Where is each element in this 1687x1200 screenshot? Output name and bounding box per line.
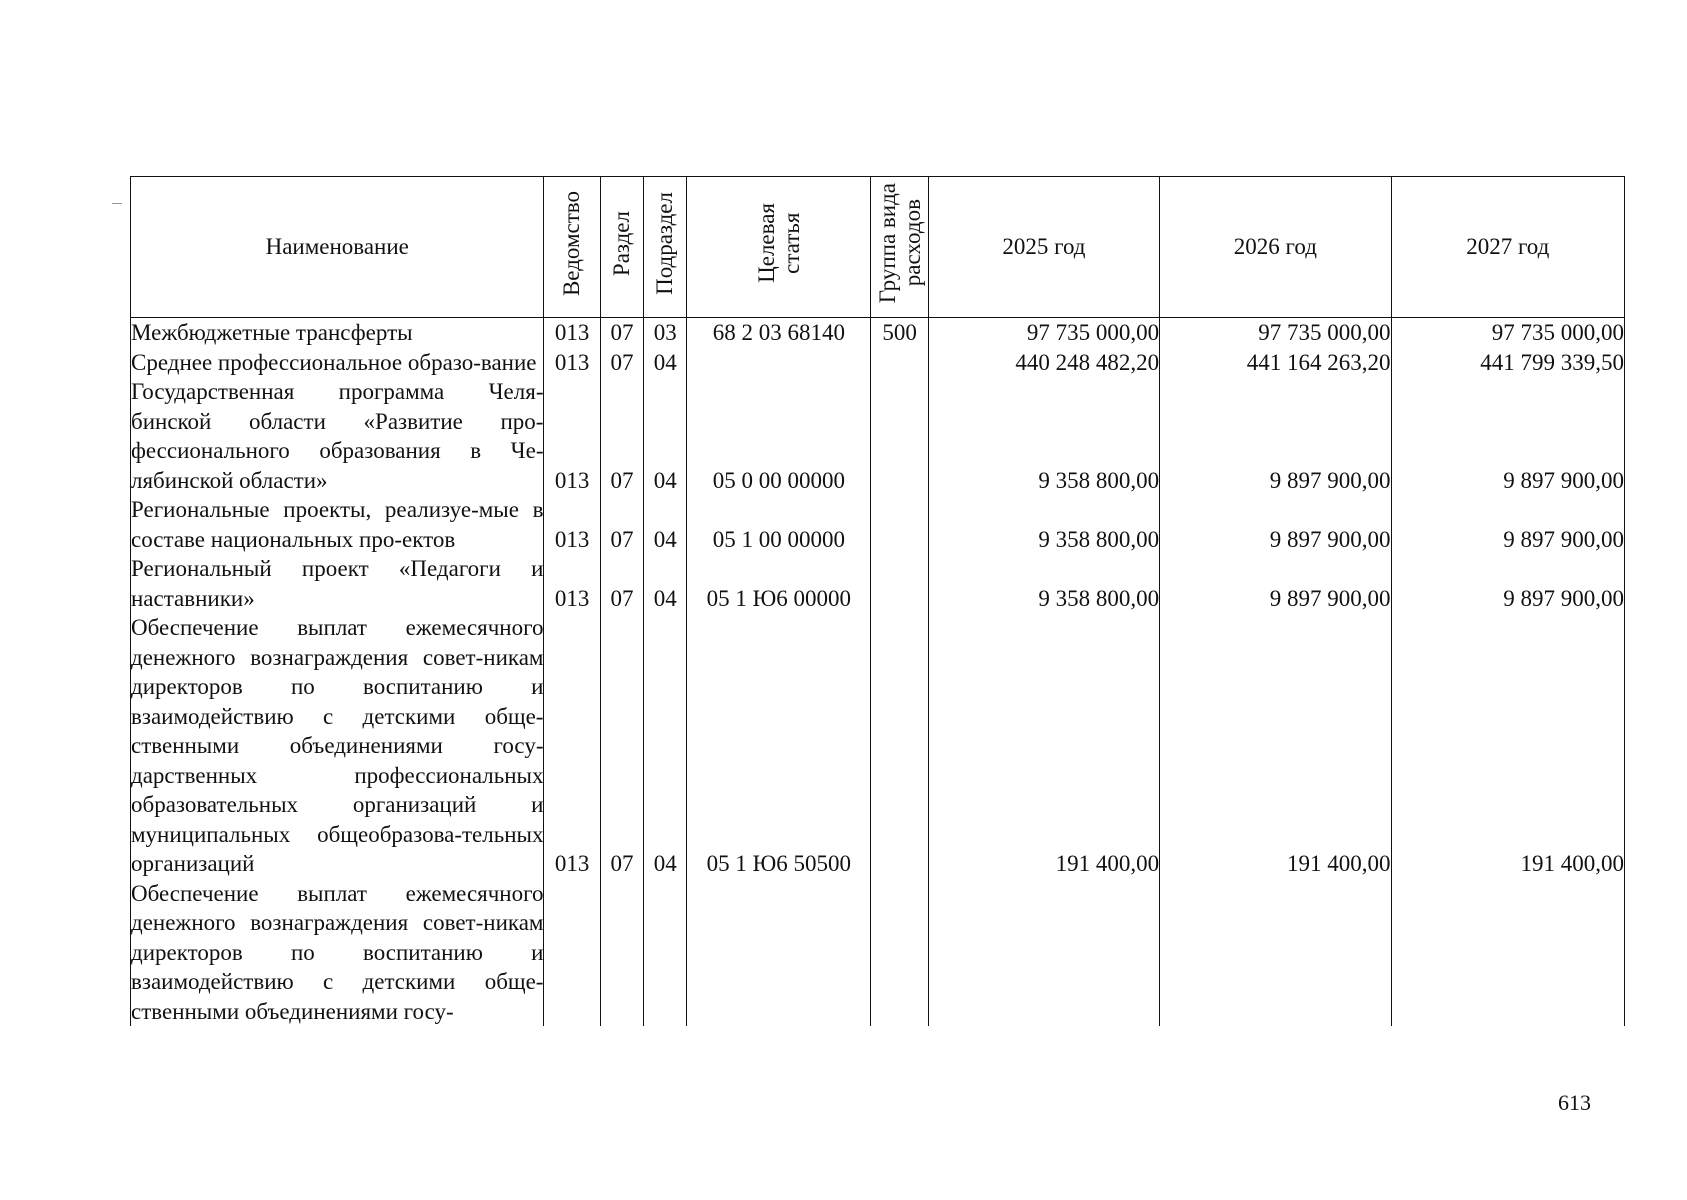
- cell-podrazdel: 04: [644, 348, 687, 378]
- cell-razdel: [600, 879, 643, 1027]
- table-body: [131, 318, 1625, 1027]
- cell-2026: 191 400,00: [1160, 613, 1391, 879]
- cell-2026: [1160, 879, 1391, 1027]
- cell-vedomstvo: 013: [544, 348, 600, 378]
- cell-gruppa: [871, 613, 928, 879]
- cell-podrazdel: 03: [644, 318, 687, 348]
- cell-2025: 440 248 482,20: [928, 348, 1159, 378]
- cell-celevaya-statya: 05 1 Ю6 00000: [687, 554, 871, 613]
- cell-name: Государственная программа Челя-бинской области «Развитие про-фессионального образования в Че-лябинской области»: [131, 377, 544, 495]
- header-razdel: Раздел: [600, 177, 643, 318]
- cell-razdel: 07: [600, 495, 643, 554]
- cell-2027: 9 897 900,00: [1391, 377, 1624, 495]
- table-row: [131, 554, 1625, 613]
- cell-2025: 9 358 800,00: [928, 554, 1159, 613]
- cell-podrazdel: 04: [644, 377, 687, 495]
- cell-2027: 9 897 900,00: [1391, 554, 1624, 613]
- cell-gruppa: [871, 377, 928, 495]
- cell-celevaya-statya: 05 1 Ю6 50500: [687, 613, 871, 879]
- cell-2026: 97 735 000,00: [1160, 318, 1391, 348]
- cell-2025: 9 358 800,00: [928, 377, 1159, 495]
- cell-2025: 97 735 000,00: [928, 318, 1159, 348]
- cell-razdel: 07: [600, 348, 643, 378]
- cell-gruppa: [871, 348, 928, 378]
- cell-razdel: 07: [600, 377, 643, 495]
- cell-podrazdel: 04: [644, 495, 687, 554]
- cell-celevaya-statya: 05 0 00 00000: [687, 377, 871, 495]
- cell-podrazdel: 04: [644, 613, 687, 879]
- cell-name: Межбюджетные трансферты: [131, 318, 544, 348]
- header-celevaya-statya: Целевая статья: [687, 177, 871, 318]
- cell-2026: 9 897 900,00: [1160, 495, 1391, 554]
- cell-2025: 191 400,00: [928, 613, 1159, 879]
- header-2026: 2026 год: [1160, 177, 1391, 318]
- cell-vedomstvo: 013: [544, 318, 600, 348]
- cell-2027: 191 400,00: [1391, 613, 1624, 879]
- header-gruppa-vida-raskhodov: Группа вида расходов: [871, 177, 928, 318]
- cell-vedomstvo: 013: [544, 377, 600, 495]
- header-2027: 2027 год: [1391, 177, 1624, 318]
- cell-razdel: 07: [600, 318, 643, 348]
- cell-celevaya-statya: [687, 348, 871, 378]
- header-2025: 2025 год: [928, 177, 1159, 318]
- cell-vedomstvo: [544, 879, 600, 1027]
- cell-razdel: 07: [600, 554, 643, 613]
- cell-name: Среднее профессиональное образо-вание: [131, 348, 544, 378]
- header-vedomstvo: Ведомство: [544, 177, 600, 318]
- budget-table: [130, 176, 1625, 1026]
- cell-podrazdel: [644, 879, 687, 1027]
- table-row: [131, 348, 1625, 378]
- table-row: [131, 879, 1625, 1027]
- cell-gruppa: [871, 495, 928, 554]
- cell-name: Региональные проекты, реализуе-мые в составе национальных про-ектов: [131, 495, 544, 554]
- cell-2027: 97 735 000,00: [1391, 318, 1624, 348]
- cell-podrazdel: 04: [644, 554, 687, 613]
- cell-2025: [928, 879, 1159, 1027]
- cell-2026: 441 164 263,20: [1160, 348, 1391, 378]
- cell-celevaya-statya: [687, 879, 871, 1027]
- cell-2027: 441 799 339,50: [1391, 348, 1624, 378]
- cell-name: Обеспечение выплат ежемесячного денежного вознаграждения совет-никам директоров по воспитанию и взаимодействию с детскими обще-ственными объединениями госу-: [131, 879, 544, 1027]
- cell-celevaya-statya: 68 2 03 68140: [687, 318, 871, 348]
- cell-razdel: 07: [600, 613, 643, 879]
- table-row: [131, 318, 1625, 348]
- cell-gruppa: 500: [871, 318, 928, 348]
- cell-vedomstvo: 013: [544, 554, 600, 613]
- cell-name: Региональный проект «Педагоги и наставники»: [131, 554, 544, 613]
- table-header-row: [131, 177, 1625, 318]
- cell-2027: 9 897 900,00: [1391, 495, 1624, 554]
- cell-2026: 9 897 900,00: [1160, 554, 1391, 613]
- cell-gruppa: [871, 554, 928, 613]
- header-podrazdel: Подраздел: [644, 177, 687, 318]
- page-number: 613: [1558, 1090, 1591, 1115]
- table-row: [131, 495, 1625, 554]
- cell-gruppa: [871, 879, 928, 1027]
- cell-celevaya-statya: 05 1 00 00000: [687, 495, 871, 554]
- cell-vedomstvo: 013: [544, 495, 600, 554]
- cell-2026: 9 897 900,00: [1160, 377, 1391, 495]
- table-row: [131, 613, 1625, 879]
- cell-vedomstvo: 013: [544, 613, 600, 879]
- cell-2027: [1391, 879, 1624, 1027]
- header-name: Наименование: [131, 177, 544, 318]
- cell-2025: 9 358 800,00: [928, 495, 1159, 554]
- cell-name: Обеспечение выплат ежемесячного денежного вознаграждения совет-никам директоров по воспитанию и взаимодействию с детскими обще-ственными объединениями госу-дарственных профессиональных образовательных организаций и муниципальных общеобразова-тельных организаций: [131, 613, 544, 879]
- table-row: [131, 377, 1625, 495]
- margin-mark: [112, 203, 122, 204]
